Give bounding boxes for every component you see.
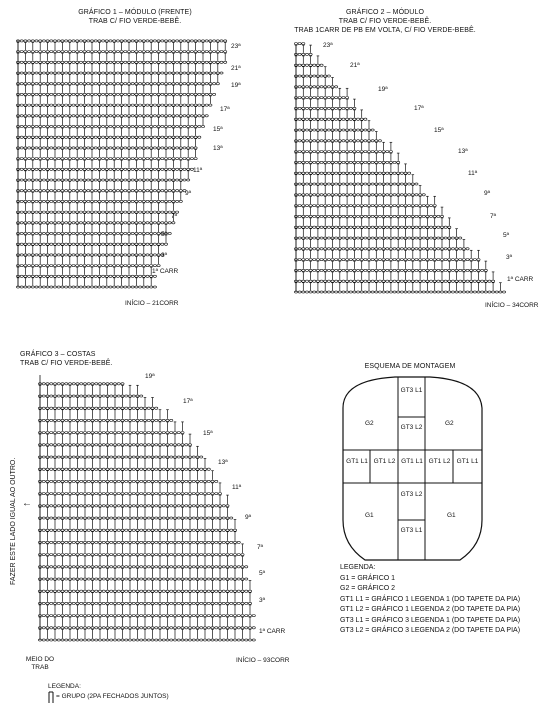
graph2-row-label: 11ª [468,170,478,177]
assembly-gt3-mid-top: GT3 L2 [400,424,423,431]
graph2-row-label: 9ª [484,190,491,197]
arrow-left-icon: ← [22,498,32,509]
graph1-title: GRÁFICO 1 – MÓDULO (FRENTE) [78,9,192,16]
graph3-row-label: 7ª [257,544,264,551]
assembly-legend-item: G2 = GRÁFICO 2 [340,585,396,592]
assembly-gt3-bottom: GT3 L1 [400,527,423,534]
assembly-gt1-l1-left: GT1 L1 [346,458,368,465]
assembly-gt3-top: GT3 L1 [400,387,423,394]
assembly-legend-item: GT3 L2 = GRÁFICO 3 LEGENDA 2 (DO TAPETE DA PIA) [340,627,521,634]
assembly-legend-item: G1 = GRÁFICO 1 [340,574,396,582]
graph3-row-label: 17ª [183,398,193,405]
assembly-g2-left: G2 [365,420,374,427]
assembly-legend [340,563,520,637]
graph2-subtitle2: TRAB 1CARR DE PB EM VOLTA, C/ FIO VERDE-BEBÊ. [294,27,476,34]
assembly-gt1-l1-center: GT1 L1 [401,458,423,465]
graph3-middle-label: MEIO DO TRAB [25,656,55,671]
assembly-legend-item: GT3 L1 = GRÁFICO 3 LEGENDA 1 (DO TAPETE DA PIA) [340,616,521,624]
graph2-row-label: 5ª [503,232,510,239]
graph1-row-label: 13ª [213,145,223,152]
graph2-row-label: 7ª [490,213,497,220]
graph2-subtitle: TRAB C/ FIO VERDE-BEBÊ. [338,18,432,25]
graph2-row-label: 23ª [323,42,333,49]
assembly-legend-item: GT1 L2 = GRÁFICO 1 LEGENDA 2 (DO TAPETE DA PIA) [340,606,521,613]
graph3-row-label: 11ª [232,484,242,491]
graph3-row-label: 3ª [259,597,266,604]
assembly-g2-right: G2 [445,420,454,427]
graph3-row-label: 19ª [145,373,155,380]
assembly-g1-right: G1 [447,512,456,519]
graph1-row-label: 19ª [231,82,241,89]
graph1-subtitle: TRAB C/ FIO VERDE-BEBÊ. [88,18,182,25]
graph2-row-label: 17ª [414,105,424,112]
graph3-side-note: FAZER ESTE LADO IGUAL AO OUTRO. [10,457,17,585]
assembly-title: ESQUEMA DE MONTAGEM [364,363,456,370]
graph2-row-label: 21ª [350,62,360,69]
graph3-start-label: INÍCIO – 93CORR [236,657,290,664]
graph1-row-label: 11ª [193,167,203,174]
assembly-legend-title: LEGENDA: [340,564,376,571]
assembly-gt1-l2-right: GT1 L2 [428,458,451,465]
assembly-gt1-l2-left: GT1 L2 [373,458,396,465]
graph2-row-label: 1ª CARR [507,276,534,283]
graph2-row-label: 3ª [506,254,513,261]
graph2-row-label: 19ª [378,86,388,93]
graph3-row-label: 5ª [259,570,266,577]
graph2-start-label: INÍCIO – 34CORR [485,302,539,309]
graph3-row-label: 9ª [245,514,252,521]
graph3-row-label: 15ª [203,430,213,437]
graph1-start-label: INÍCIO – 21CORR [125,300,179,307]
graph3-row-label: 1ª CARR [259,628,286,635]
graph1-row-label: 3ª [161,252,168,259]
assembly-gt3-mid-bottom: GT3 L2 [400,491,423,498]
graph1-row-label: 1ª CARR [152,268,179,275]
graph3-legend-title: LEGENDA: [48,683,81,690]
graph3-row-label: 13ª [218,459,228,466]
assembly-gt1-l1-right: GT1 L1 [456,458,479,465]
graph3-subtitle: TRAB C/ FIO VERDE-BEBÊ. [20,360,113,367]
graph1-row-label: 9ª [185,190,192,197]
graph1-row-label: 5ª [161,231,168,238]
assembly-g1-left: G1 [365,512,374,519]
graph2-title: GRÁFICO 2 – MÓDULO [345,9,425,16]
graph1-row-label: 21ª [231,65,241,72]
graph2-row-label: 13ª [458,148,468,155]
assembly-legend-item: GT1 L1 = GRÁFICO 1 LEGENDA 1 (DO TAPETE DA PIA) [340,595,521,603]
graph3-title: GRÁFICO 3 – COSTAS [20,351,96,358]
graph1-row-label: 17ª [220,106,230,113]
graph3-legend-item: = GRUPO (2PA FECHADOS JUNTOS) [56,693,169,700]
graph1-row-label: 23ª [231,43,241,50]
graph1-row-label: 7ª [171,213,178,220]
graph1-row-label: 15ª [213,126,223,133]
graph2-row-label: 15ª [434,127,444,134]
